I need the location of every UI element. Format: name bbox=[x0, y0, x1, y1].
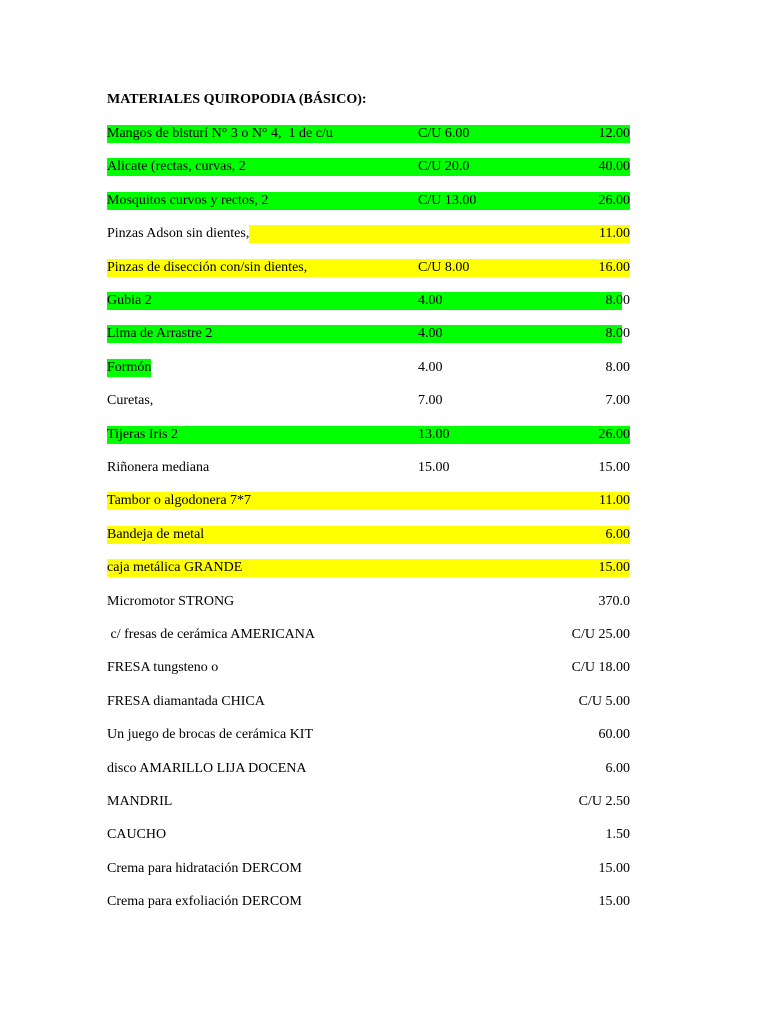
item-total-price: 60.00 bbox=[598, 727, 630, 742]
list-item bbox=[0, 692, 768, 712]
item-description: Pinzas de disección con/sin dientes, bbox=[107, 260, 308, 275]
item-description: Tambor o algodonera 7*7 bbox=[107, 493, 252, 508]
list-item bbox=[0, 892, 768, 912]
item-unit-price: C/U 8.00 bbox=[418, 260, 470, 275]
item-description: Curetas, bbox=[107, 393, 154, 408]
list-item bbox=[0, 324, 768, 344]
list-item bbox=[0, 525, 768, 545]
list-item bbox=[0, 658, 768, 678]
item-unit-price: 15.00 bbox=[418, 460, 450, 475]
list-item bbox=[0, 759, 768, 779]
list-item bbox=[0, 825, 768, 845]
list-item bbox=[0, 391, 768, 411]
item-unit-price: 4.00 bbox=[418, 293, 443, 308]
item-description: caja metálica GRANDE bbox=[107, 560, 243, 575]
item-description: Alicate (rectas, curvas, 2 bbox=[107, 159, 246, 174]
item-description: Tijeras Iris 2 bbox=[107, 427, 179, 442]
item-total-price: C/U 18.00 bbox=[571, 660, 630, 675]
list-item bbox=[0, 191, 768, 211]
item-description: disco AMARILLO LIJA DOCENA bbox=[107, 761, 307, 776]
list-item bbox=[0, 124, 768, 144]
item-description: FRESA diamantada CHICA bbox=[107, 694, 265, 709]
item-total-price: 8.00 bbox=[605, 326, 630, 341]
item-total-price: C/U 5.00 bbox=[578, 694, 630, 709]
item-total-price: 40.00 bbox=[598, 159, 630, 174]
item-total-price: 15.00 bbox=[598, 560, 630, 575]
item-description: Crema para exfoliación DERCOM bbox=[107, 894, 302, 909]
item-total-price: 26.00 bbox=[598, 427, 630, 442]
list-item bbox=[0, 157, 768, 177]
list-item bbox=[0, 358, 768, 378]
row-highlight bbox=[107, 426, 630, 444]
item-unit-price: C/U 13.00 bbox=[418, 193, 477, 208]
item-description: Mangos de bisturí N° 3 o N° 4, 1 de c/u bbox=[107, 126, 333, 141]
item-description: Gubia 2 bbox=[107, 293, 152, 308]
item-total-price: 11.00 bbox=[599, 226, 630, 241]
item-description: Formón bbox=[107, 360, 152, 375]
item-total-price: 8.00 bbox=[605, 293, 630, 308]
list-item bbox=[0, 258, 768, 278]
list-item bbox=[0, 792, 768, 812]
document-title: MATERIALES QUIROPODIA (BÁSICO): bbox=[107, 92, 367, 107]
list-item bbox=[0, 291, 768, 311]
list-item bbox=[0, 558, 768, 578]
list-item bbox=[0, 224, 768, 244]
row-highlight bbox=[249, 225, 630, 243]
item-total-price: 15.00 bbox=[598, 894, 630, 909]
item-description: FRESA tungsteno o bbox=[107, 660, 219, 675]
item-total-price: 15.00 bbox=[598, 861, 630, 876]
list-item bbox=[0, 425, 768, 445]
list-item bbox=[0, 592, 768, 612]
item-total-price: 7.00 bbox=[605, 393, 630, 408]
row-highlight bbox=[107, 292, 622, 310]
item-total-price: 370.0 bbox=[598, 594, 630, 609]
list-item bbox=[0, 491, 768, 511]
item-unit-price: 7.00 bbox=[418, 393, 443, 408]
list-item bbox=[0, 625, 768, 645]
item-total-price: 6.00 bbox=[605, 527, 630, 542]
list-item bbox=[0, 859, 768, 879]
item-total-price: 26.00 bbox=[598, 193, 630, 208]
list-item bbox=[0, 725, 768, 745]
item-description: Lima de Arrastre 2 bbox=[107, 326, 213, 341]
item-description: CAUCHO bbox=[107, 827, 167, 842]
item-description: c/ fresas de cerámica AMERICANA bbox=[107, 627, 315, 642]
item-description: Micromotor STRONG bbox=[107, 594, 235, 609]
item-unit-price: 4.00 bbox=[418, 326, 443, 341]
item-unit-price: C/U 20.0 bbox=[418, 159, 470, 174]
item-total-price: 6.00 bbox=[605, 761, 630, 776]
item-description: Riñonera mediana bbox=[107, 460, 210, 475]
list-item bbox=[0, 458, 768, 478]
item-total-price: C/U 25.00 bbox=[571, 627, 630, 642]
item-description: Bandeja de metal bbox=[107, 527, 205, 542]
item-description: Crema para hidratación DERCOM bbox=[107, 861, 302, 876]
item-description: MANDRIL bbox=[107, 794, 173, 809]
item-unit-price: 4.00 bbox=[418, 360, 443, 375]
item-total-price: 1.50 bbox=[605, 827, 630, 842]
item-total-price: 8.00 bbox=[605, 360, 630, 375]
item-total-price: 15.00 bbox=[598, 460, 630, 475]
item-total-price: C/U 2.50 bbox=[578, 794, 630, 809]
item-description: Pinzas Adson sin dientes, bbox=[107, 226, 250, 241]
item-unit-price: C/U 6.00 bbox=[418, 126, 470, 141]
item-total-price: 12.00 bbox=[598, 126, 630, 141]
item-total-price: 11.00 bbox=[599, 493, 630, 508]
item-total-price: 16.00 bbox=[598, 260, 630, 275]
item-unit-price: 13.00 bbox=[418, 427, 450, 442]
item-description: Mosquitos curvos y rectos, 2 bbox=[107, 193, 269, 208]
item-description: Un juego de brocas de cerámica KIT bbox=[107, 727, 314, 742]
